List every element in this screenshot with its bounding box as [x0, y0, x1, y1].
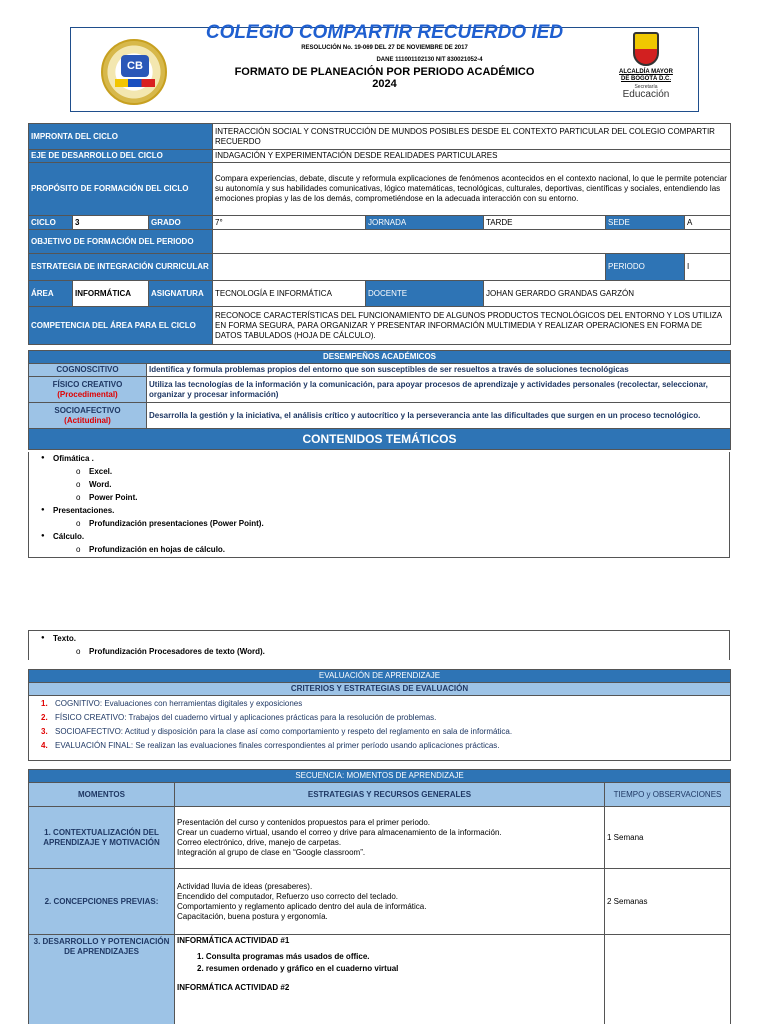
eje-value: INDAGACIÓN Y EXPERIMENTACIÓN DESDE REALIDADES PARTICULARES [213, 150, 731, 163]
list-item: 1. Consulta programas más usados de office. [197, 952, 370, 961]
docente-label: DOCENTE [366, 281, 484, 307]
school-name: COLEGIO COMPARTIR RECUERDO IED [205, 22, 564, 43]
info-table [28, 123, 731, 345]
momento-3-label: 3. DESARROLLO Y POTENCIACIÓN DE APRENDIZAJES [29, 935, 175, 1024]
table-row: Presentación del curso y contenidos propuestos para el primer periodo. [177, 817, 431, 827]
grado-label: GRADO [149, 216, 213, 230]
cognoscitivo-text: Identifica y formula problemas propios del entorno que son susceptibles de ser resueltos a través de soluciones tecnológicas [147, 364, 731, 377]
bogota-logo-line2: DE BOGOTÁ D.C. [620, 76, 671, 82]
bogota-logo-line1: ALCALDÍA MAYOR [619, 69, 673, 75]
grado-value: 7° [213, 216, 366, 230]
bogota-shield-icon [633, 32, 659, 66]
col-momentos: MOMENTOS [29, 783, 175, 807]
desempenos-title: DESEMPEÑOS ACADÉMICOS [29, 351, 731, 364]
actividad-2-title: INFORMÁTICA ACTIVIDAD #2 [177, 983, 290, 992]
evaluacion-table [28, 669, 731, 761]
list-item: 2. resumen ordenado y gráfico en el cuaderno virtual [197, 964, 399, 973]
contenidos-title: CONTENIDOS TEMÁTICOS [29, 429, 731, 450]
table-row: Encendido del computador, Refuerzo uso correcto del teclado. [177, 891, 399, 901]
sede-label: SEDE [606, 216, 685, 230]
dane-line: DANE 111001102130 NIT 830021052-4 [376, 57, 483, 63]
school-logo-text: CB [121, 55, 149, 77]
list-item: ● Cálculo. o Profundización en hojas de cálculo. [53, 530, 729, 556]
jornada-value: TARDE [484, 216, 606, 230]
jornada-label: JORNADA [366, 216, 484, 230]
criterio-item: 2. FÍSICO CREATIVO: Trabajos del cuaderno virtual y aplicaciones prácticas para la resolución de problemas. [41, 713, 437, 722]
bogota-logo-line3: Secretaría [634, 84, 658, 90]
eje-label: EJE DE DESARROLLO DEL CICLO [29, 150, 213, 163]
momento-3-content [175, 935, 605, 1024]
list-item: ● Ofimática . o Excel. o Word. o Power Point. [53, 452, 729, 504]
docente-value: JOHAN GERARDO GRANDAS GARZÓN [484, 281, 731, 307]
momento-2-content [175, 869, 605, 935]
list-item: o Profundización en hojas de cálculo. [89, 543, 729, 556]
proposito-value: Compara experiencias, debate, discute y reformula explicaciones de fenómenos acontecidos en el contexto nacional, lo que le permite potenciar su autonomía y sus habilidades comunicativas, lógico matemáticas, tecnológicas, culturales, deportivas, científicas y sociales, entendiendo las emociones propias y las de los demás, comprometiéndose en la adecuada interacción con su entorno. [213, 163, 731, 216]
socioafectivo-label [29, 403, 147, 429]
actividad-1-title: INFORMÁTICA ACTIVIDAD #1 [177, 936, 290, 945]
table-row: Crear un cuaderno virtual, usando el correo y drive para almacenamiento de la información. [177, 827, 502, 837]
momento-2-time: 2 Semanas [605, 869, 731, 935]
format-title: FORMATO DE PLANEACIÓN POR PERIODO ACADÉMICO [234, 66, 535, 78]
fisico-label-sub: (Procedimental) [57, 389, 118, 399]
asignatura-value: TECNOLOGÍA E INFORMÁTICA [213, 281, 366, 307]
proposito-label: PROPÓSITO DE FORMACIÓN DEL CICLO [29, 163, 213, 216]
estrategia-value [213, 254, 606, 281]
evaluacion-subtitle: CRITERIOS Y ESTRATEGIAS DE EVALUACIÓN [29, 683, 731, 696]
estrategia-label: ESTRATEGIA DE INTEGRACIÓN CURRICULAR [29, 254, 213, 281]
evaluacion-criterios [29, 696, 731, 761]
evaluacion-title: EVALUACIÓN DE APRENDIZAJE [29, 670, 731, 683]
desempenos-table [28, 350, 731, 450]
criterio-item: 4. EVALUACIÓN FINAL: Se realizan las evaluaciones finales correspondientes al primer período usando aplicaciones prácticas. [41, 741, 500, 750]
table-row: Integración al grupo de clase en “Google classroom”. [177, 847, 366, 857]
cognoscitivo-label: COGNOSCITIVO [29, 364, 147, 377]
table-row: Actividad lluvia de ideas (presaberes). [177, 881, 313, 891]
momento-1-content [175, 807, 605, 869]
fisico-label [29, 377, 147, 403]
table-row: Comportamiento y reglamento aplicado dentro del aula de informática. [177, 901, 427, 911]
contenidos-list [28, 452, 730, 558]
bogota-logo-line4: Educación [622, 89, 670, 100]
contenidos-list-continued [28, 630, 730, 660]
socioafectivo-label-sub: (Actitudinal) [64, 415, 111, 425]
momento-2-label: 2. CONCEPCIONES PREVIAS: [29, 869, 175, 935]
col-tiempo: TIEMPO y OBSERVACIONES [605, 783, 731, 807]
objetivo-value [213, 230, 731, 254]
area-label: ÁREA [29, 281, 73, 307]
fisico-text: Utiliza las tecnologías de la información y la comunicación, para apoyar procesos de aprendizaje y actividades personales (recolectar, seleccionar, organizar y procesar información) [147, 377, 731, 403]
list-item: ● Presentaciones. o Profundización presentaciones (Power Point). [53, 504, 729, 530]
resolution-line: RESOLUCIÓN No. 19-069 DEL 27 DE NOVIEMBRE DE 2017 [301, 45, 468, 51]
table-row: Correo electrónico, drive, manejo de carpetas. [177, 837, 342, 847]
format-year: 2024 [372, 78, 397, 90]
list-item: o Profundización presentaciones (Power Point). [89, 517, 729, 530]
list-item: o Word. [89, 478, 729, 491]
criterio-item: 1. COGNITIVO: Evaluaciones con herramientas digitales y exposiciones [41, 699, 303, 708]
area-value: INFORMÁTICA [73, 281, 149, 307]
criterio-item: 3. SOCIOAFECTIVO: Actitud y disposición para la clase así como comportamiento y respeto del reglamento en sala de informática. [41, 727, 513, 736]
ciclo-label: CICLO [29, 216, 73, 230]
momento-1-time: 1 Semana [605, 807, 731, 869]
socioafectivo-label-main: SOCIOAFECTIVO [54, 405, 121, 415]
momento-3-time [605, 935, 731, 1024]
list-item: o Power Point. [89, 491, 729, 504]
periodo-value: I [685, 254, 731, 281]
impronta-label: IMPRONTA DEL CICLO [29, 124, 213, 150]
bogota-logo [598, 32, 694, 112]
list-item: ● Texto. o Profundización Procesadores de texto (Word). [53, 632, 729, 658]
objetivo-label: OBJETIVO DE FORMACIÓN DEL PERIODO [29, 230, 213, 254]
competencia-value: RECONOCE CARACTERÍSTICAS DEL FUNCIONAMIENTO DE ALGUNOS PRODUCTOS TECNOLÓGICOS DEL ENTORNO Y LOS UTILIZA EN FORMA SEGURA, PARA ORGANIZAR Y PRESENTAR INFORMACIÓN MULTIMEDIA Y REALIZAR OPERACIONES EN FORMA DE DATOS TABULADOS (HOJA DE CÁLCULO). [213, 307, 731, 345]
periodo-label: PERIODO [606, 254, 685, 281]
momento-1-label: 1. CONTEXTUALIZACIÓN DEL APRENDIZAJE Y MOTIVACIÓN [29, 807, 175, 869]
sede-value: A [685, 216, 731, 230]
list-item: o Excel. [89, 465, 729, 478]
secuencia-title: SECUENCIA: MOMENTOS DE APRENDIZAJE [29, 770, 731, 783]
impronta-value: INTERACCIÓN SOCIAL Y CONSTRUCCIÓN DE MUNDOS POSIBLES DESDE EL CONTEXTO PARTICULAR DEL COLEGIO COMPARTIR RECUERDO [213, 124, 731, 150]
asignatura-label: ASIGNATURA [149, 281, 213, 307]
secuencia-table [28, 769, 731, 1024]
document-header [70, 22, 699, 112]
list-item: o Profundización Procesadores de texto (Word). [89, 645, 729, 658]
table-row: Capacitación, buena postura y ergonomía. [177, 911, 328, 921]
competencia-label: COMPETENCIA DEL ÁREA PARA EL CICLO [29, 307, 213, 345]
col-estrategias: ESTRATEGIAS Y RECURSOS GENERALES [175, 783, 605, 807]
socioafectivo-text: Desarrolla la gestión y la iniciativa, el análisis crítico y autocrítico y la perseverancia ante las dificultades que surgen en un proceso tecnológico. [147, 403, 731, 429]
ciclo-value: 3 [73, 216, 149, 230]
fisico-label-main: FÍSICO CREATIVO [52, 379, 123, 389]
